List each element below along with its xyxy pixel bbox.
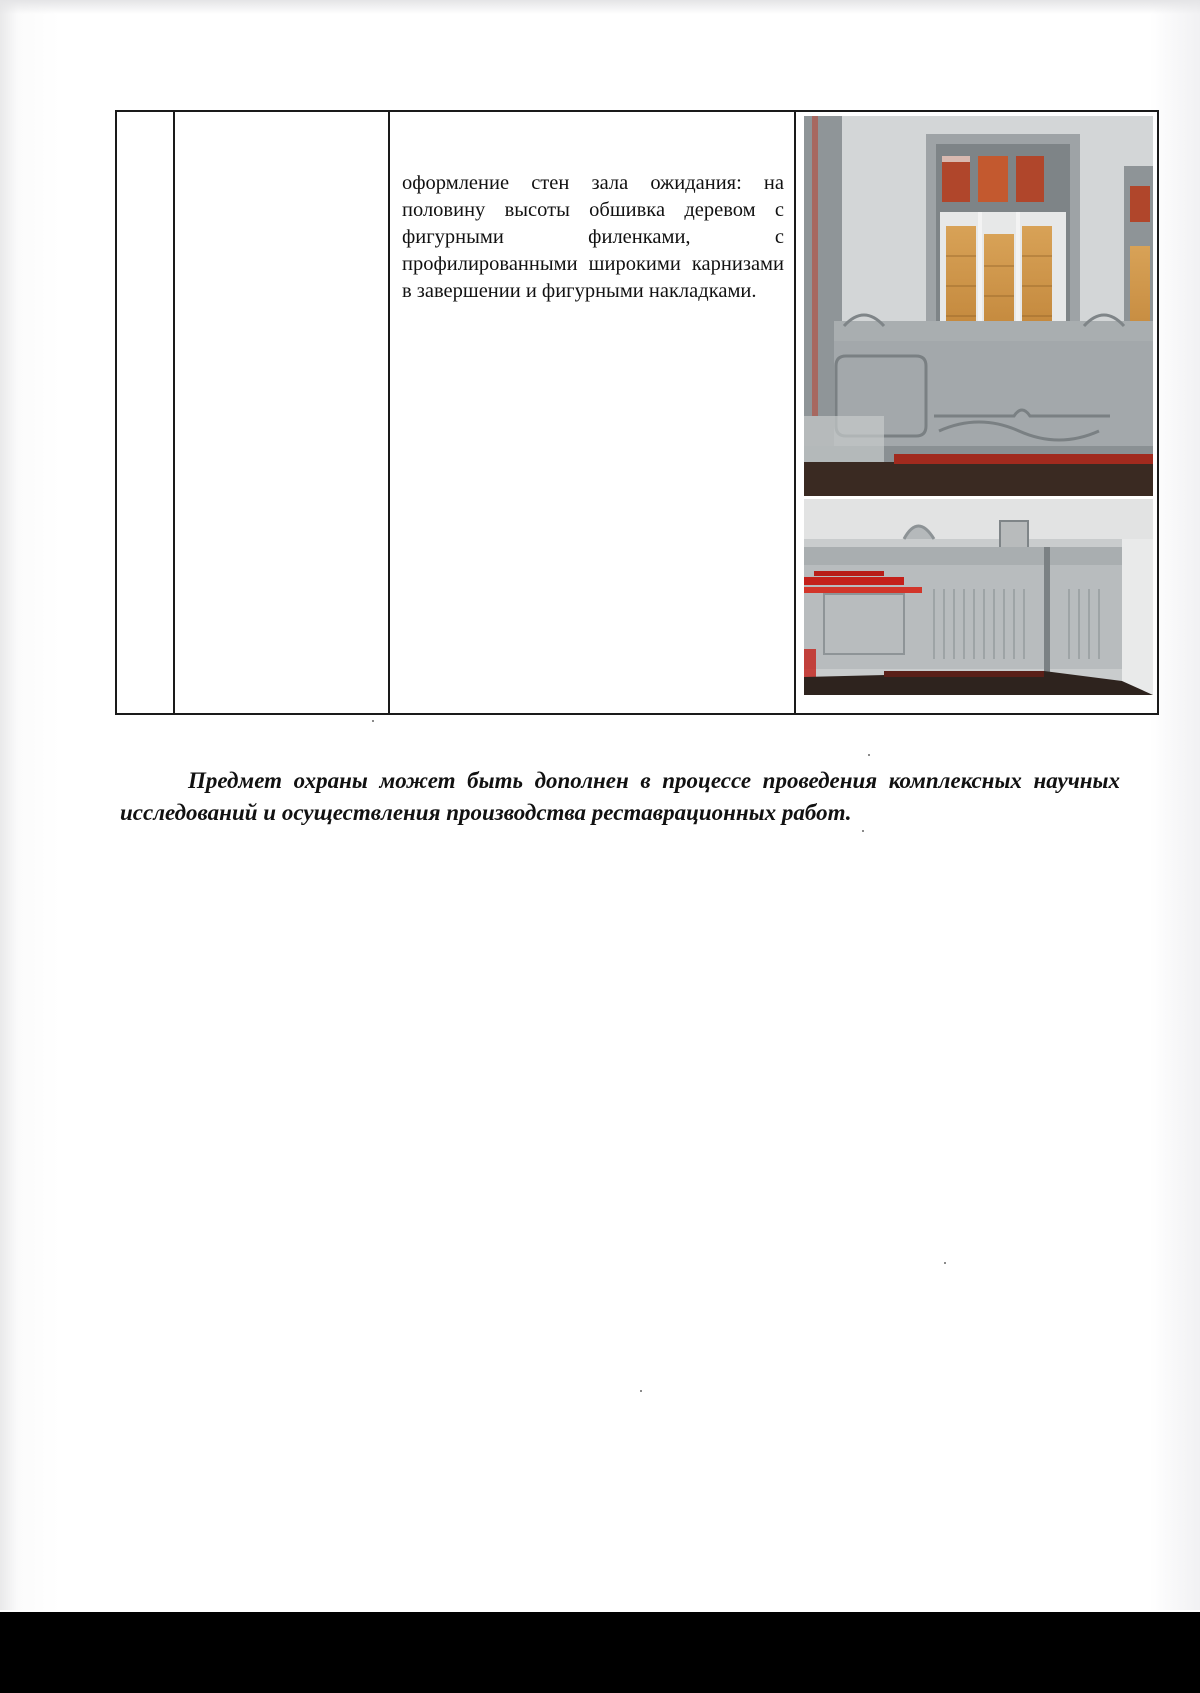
description-cell bbox=[389, 111, 795, 714]
number-cell bbox=[116, 111, 174, 714]
scan-speck bbox=[944, 1262, 946, 1264]
description-text: оформление стен зала ожидания: на половину высоты обшивка деревом с фигурными филенками, с профилированными широкими карнизами в завершении и фигурными накладками. bbox=[402, 172, 784, 302]
scan-speck bbox=[372, 720, 374, 722]
scan-speck bbox=[868, 754, 870, 756]
element-name-cell bbox=[174, 111, 389, 714]
protection-subject-table bbox=[115, 110, 1159, 715]
waiting-hall-window-photo bbox=[804, 116, 1153, 496]
scan-speck bbox=[640, 1390, 642, 1392]
protection-subject-note: Предмет охраны может быть дополнен в процессе проведения комплексных научных исследований и осуществления производства реставрационных работ. bbox=[120, 768, 1120, 825]
scan-speck bbox=[862, 830, 864, 832]
scan-bottom-band bbox=[0, 1612, 1200, 1693]
scan-edge-shadow bbox=[0, 0, 1200, 14]
panelled-corner-photo bbox=[804, 499, 1153, 695]
table-row bbox=[116, 111, 1158, 714]
photo-cell bbox=[795, 111, 1158, 714]
